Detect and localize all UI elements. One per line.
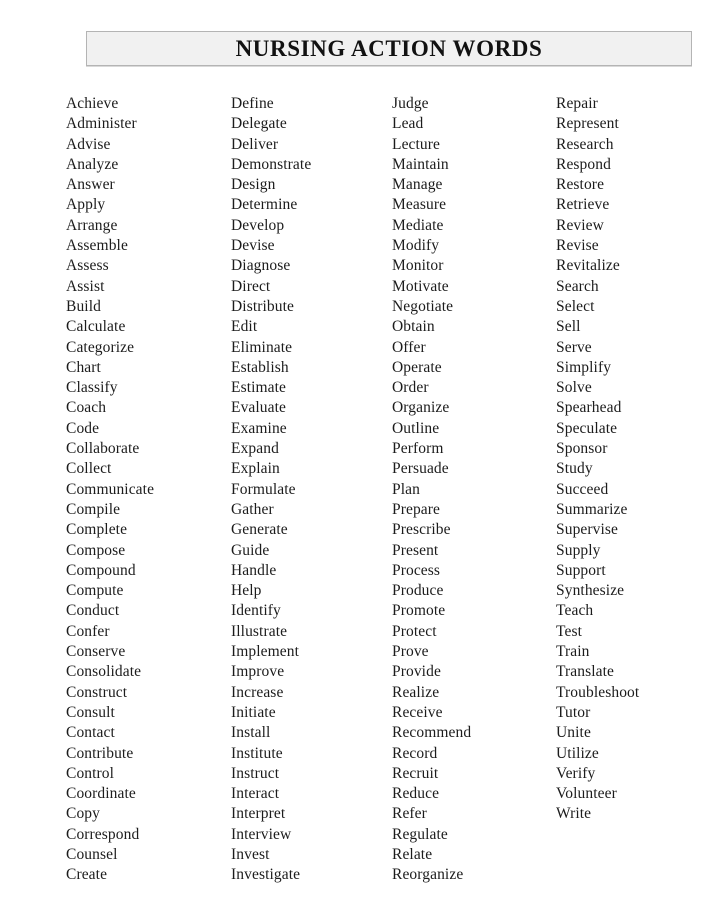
word-item: Write <box>556 805 592 823</box>
word-column-1 <box>66 94 226 886</box>
word-item: Translate <box>556 663 615 681</box>
word-item: Plan <box>392 480 420 498</box>
word-item: Copy <box>66 805 100 823</box>
word-item: Volunteer <box>556 785 617 803</box>
word-item: Contact <box>66 724 115 742</box>
word-item: Calculate <box>66 318 126 336</box>
word-item: Confer <box>66 622 110 640</box>
word-item: Categorize <box>66 338 135 356</box>
word-item: Tutor <box>556 703 591 721</box>
word-item: Produce <box>392 582 444 600</box>
word-item: Order <box>392 379 429 397</box>
word-item: Perform <box>392 440 444 458</box>
word-item: Provide <box>392 663 441 681</box>
word-item: Succeed <box>556 480 609 498</box>
word-item: Help <box>231 582 262 600</box>
word-item: Evaluate <box>231 399 287 417</box>
word-item: Retrieve <box>556 196 610 214</box>
word-item: Supply <box>556 541 601 559</box>
word-item: Verify <box>556 764 596 782</box>
word-item: Reduce <box>392 785 440 803</box>
word-item: Reorganize <box>392 866 464 884</box>
word-item: Interact <box>231 785 280 803</box>
word-item: Identify <box>231 602 281 620</box>
word-item: Interpret <box>231 805 286 823</box>
page-title: NURSING ACTION WORDS <box>235 36 543 61</box>
word-item: Eliminate <box>231 338 293 356</box>
word-item: Mediate <box>392 216 444 234</box>
word-item: Counsel <box>66 845 118 863</box>
word-item: Serve <box>556 338 592 356</box>
word-item: Recruit <box>392 764 439 782</box>
word-item: Organize <box>392 399 450 417</box>
word-item: Demonstrate <box>231 155 312 173</box>
word-item: Deliver <box>231 135 279 153</box>
word-item: Conserve <box>66 643 126 661</box>
word-item: Assess <box>66 257 109 275</box>
word-item: Invest <box>231 845 270 863</box>
word-item: Answer <box>66 176 115 194</box>
word-item: Solve <box>556 379 592 397</box>
word-item: Advise <box>66 135 111 153</box>
word-item: Promote <box>392 602 446 620</box>
word-item: Illustrate <box>231 622 288 640</box>
word-item: Study <box>556 460 593 478</box>
word-item: Present <box>392 541 439 559</box>
word-item: Relate <box>392 845 433 863</box>
word-item: Contribute <box>66 744 134 762</box>
word-item: Test <box>556 622 583 640</box>
word-item: Research <box>556 135 614 153</box>
word-item: Refer <box>392 805 427 823</box>
word-item: Process <box>392 561 441 579</box>
word-item: Select <box>556 297 595 315</box>
word-item: Assist <box>66 277 105 295</box>
word-column-3 <box>392 94 552 886</box>
word-item: Expand <box>231 440 279 458</box>
word-item: Sell <box>556 318 581 336</box>
word-item: Prepare <box>392 500 441 518</box>
word-item: Explain <box>231 460 280 478</box>
word-item: Train <box>556 643 590 661</box>
word-item: Compute <box>66 582 124 600</box>
word-item: Revitalize <box>556 257 620 275</box>
word-item: Improve <box>231 663 285 681</box>
word-item: Spearhead <box>556 399 622 417</box>
word-item: Compound <box>66 561 136 579</box>
word-item: Develop <box>231 216 285 234</box>
word-item: Investigate <box>231 866 301 884</box>
word-item: Unite <box>556 724 591 742</box>
word-item: Operate <box>392 358 442 376</box>
word-item: Collaborate <box>66 440 140 458</box>
word-item: Install <box>231 724 271 742</box>
word-column-4 <box>556 94 721 825</box>
word-item: Compose <box>66 541 126 559</box>
word-item: Gather <box>231 500 274 518</box>
word-item: Control <box>66 764 115 782</box>
word-item: Monitor <box>392 257 444 275</box>
word-item: Analyze <box>66 155 119 173</box>
word-item: Implement <box>231 643 300 661</box>
word-item: Determine <box>231 196 298 214</box>
word-item: Generate <box>231 521 288 539</box>
word-item: Restore <box>556 176 605 194</box>
word-item: Increase <box>231 683 284 701</box>
word-item: Construct <box>66 683 128 701</box>
word-item: Receive <box>392 703 443 721</box>
word-item: Estimate <box>231 379 287 397</box>
word-item: Speculate <box>556 419 618 437</box>
word-item: Establish <box>231 358 289 376</box>
word-item: Lecture <box>392 135 441 153</box>
word-item: Compile <box>66 500 121 518</box>
word-item: Arrange <box>66 216 118 234</box>
word-item: Classify <box>66 379 118 397</box>
word-item: Persuade <box>392 460 449 478</box>
word-item: Complete <box>66 521 128 539</box>
word-item: Repair <box>556 95 598 112</box>
word-item: Coordinate <box>66 785 136 803</box>
word-item: Represent <box>556 115 619 133</box>
word-item: Synthesize <box>556 582 625 600</box>
word-item: Regulate <box>392 825 448 843</box>
word-item: Recommend <box>392 724 472 742</box>
word-item: Communicate <box>66 480 155 498</box>
word-item: Conduct <box>66 602 120 620</box>
word-item: Lead <box>392 115 424 133</box>
word-item: Apply <box>66 196 106 214</box>
word-item: Support <box>556 561 606 579</box>
word-item: Utilize <box>556 744 599 762</box>
word-item: Instruct <box>231 764 280 782</box>
word-item: Summarize <box>556 500 628 518</box>
word-item: Chart <box>66 358 101 376</box>
word-item: Examine <box>231 419 287 437</box>
word-item: Outline <box>392 419 440 437</box>
word-item: Coach <box>66 399 107 417</box>
word-item: Handle <box>231 561 277 579</box>
word-item: Distribute <box>231 297 294 315</box>
word-item: Manage <box>392 176 443 194</box>
word-item: Respond <box>556 155 611 173</box>
word-item: Prescribe <box>392 521 451 539</box>
page-title-banner <box>86 31 692 66</box>
word-item: Judge <box>392 95 429 112</box>
word-item: Build <box>66 297 101 315</box>
word-item: Motivate <box>392 277 449 295</box>
word-item: Institute <box>231 744 283 762</box>
word-item: Interview <box>231 825 292 843</box>
word-item: Troubleshoot <box>556 683 640 701</box>
word-item: Administer <box>66 115 137 133</box>
word-item: Search <box>556 277 599 295</box>
word-item: Protect <box>392 622 437 640</box>
word-item: Define <box>231 95 274 112</box>
word-item: Teach <box>556 602 594 620</box>
word-item: Supervise <box>556 521 619 539</box>
word-item: Maintain <box>392 155 449 173</box>
word-item: Revise <box>556 237 599 255</box>
word-item: Initiate <box>231 703 276 721</box>
word-item: Direct <box>231 277 271 295</box>
word-item: Code <box>66 419 100 437</box>
word-item: Record <box>392 744 438 762</box>
word-item: Offer <box>392 338 426 356</box>
word-item: Assemble <box>66 237 128 255</box>
word-item: Consolidate <box>66 663 142 681</box>
word-item: Realize <box>392 683 440 701</box>
word-item: Delegate <box>231 115 287 133</box>
word-item: Guide <box>231 541 270 559</box>
word-item: Negotiate <box>392 297 454 315</box>
word-item: Diagnose <box>231 257 291 275</box>
word-item: Formulate <box>231 480 296 498</box>
word-item: Devise <box>231 237 275 255</box>
word-item: Collect <box>66 460 112 478</box>
word-item: Edit <box>231 318 258 336</box>
word-item: Simplify <box>556 358 612 376</box>
word-column-2 <box>231 94 389 886</box>
word-item: Correspond <box>66 825 140 843</box>
word-item: Prove <box>392 643 429 661</box>
word-item: Sponsor <box>556 440 608 458</box>
word-item: Create <box>66 866 108 884</box>
word-item: Design <box>231 176 276 194</box>
word-item: Measure <box>392 196 447 214</box>
word-item: Modify <box>392 237 440 255</box>
word-item: Consult <box>66 703 115 721</box>
word-item: Achieve <box>66 95 119 112</box>
word-item: Obtain <box>392 318 435 336</box>
word-item: Review <box>556 216 604 234</box>
